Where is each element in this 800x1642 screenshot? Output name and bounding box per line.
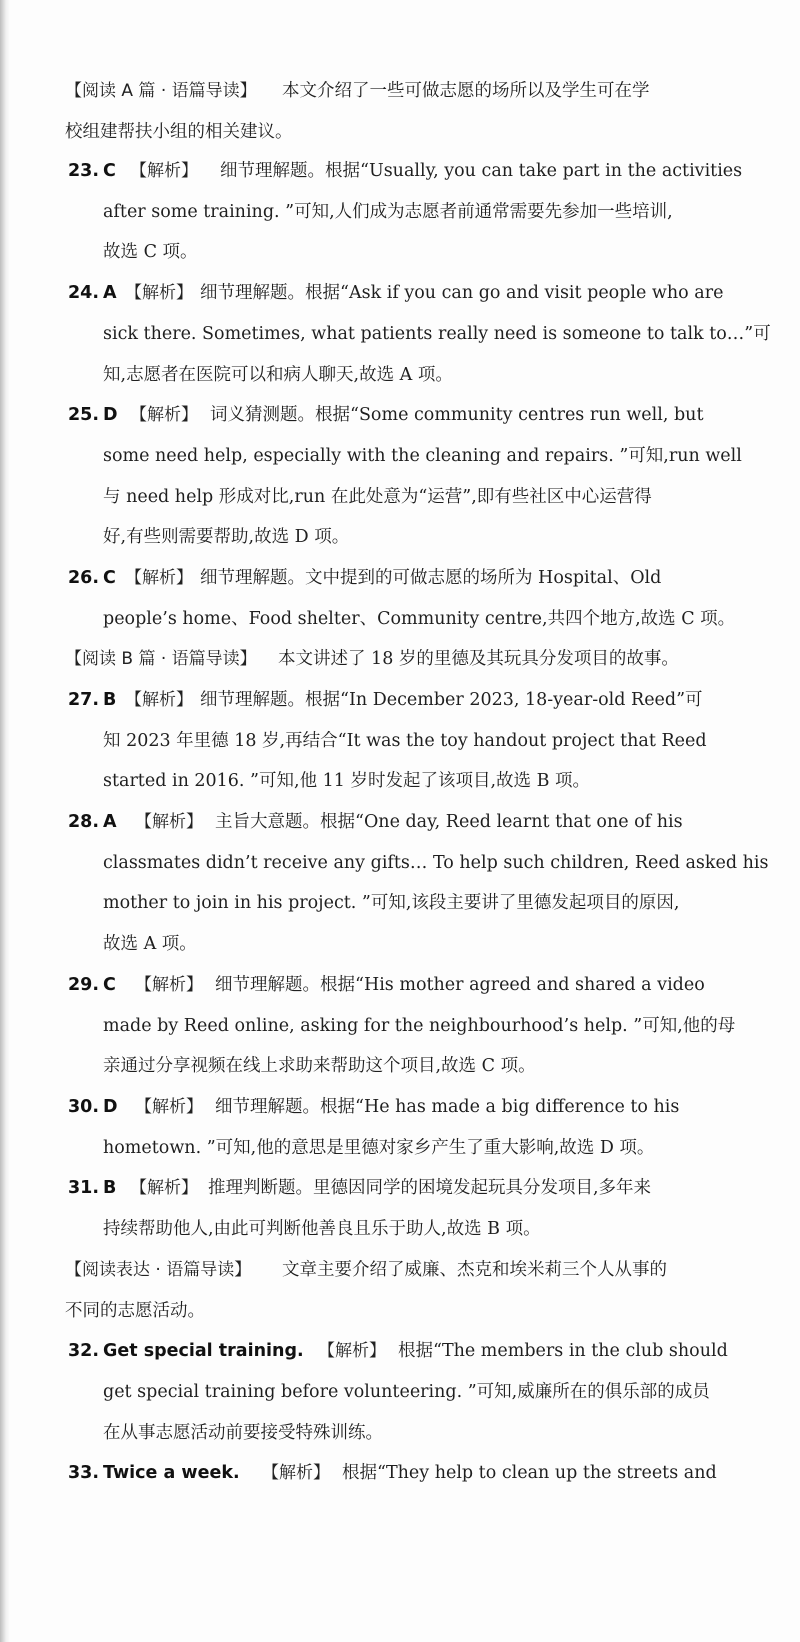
- analysis-tag: 【解析】: [262, 1463, 330, 1483]
- answer-31-line-1: [0, 1167, 800, 1209]
- analysis-text: 细节理解题。根据“Ask if you can go and visit people who are: [200, 283, 724, 303]
- analysis-tag: 【解析】: [130, 161, 198, 181]
- answer-25-line-2: [0, 435, 800, 477]
- analysis-tag: 【解析】: [125, 283, 193, 303]
- answer-28-line-1: [0, 801, 800, 843]
- answer-30-line-2: [0, 1127, 800, 1169]
- analysis-text: 故选 A 项。: [103, 934, 197, 954]
- answer-letter: A: [103, 812, 117, 832]
- question-number: 23.: [68, 161, 100, 181]
- answer-28-line-4: [0, 923, 800, 965]
- answer-29-line-1: [0, 964, 800, 1006]
- analysis-text: after some training. ”可知,人们成为志愿者前通常需要先参加一些培训,: [103, 202, 673, 222]
- section-a-intro-text: 本文介绍了一些可做志愿的场所以及学生可在学: [282, 81, 650, 101]
- answer-25-line-4: [0, 516, 800, 558]
- analysis-text: 持续帮助他人,由此可判断他善良且乐于助人,故选 B 项。: [103, 1219, 541, 1239]
- analysis-tag: 【解析】: [135, 812, 203, 832]
- analysis-text: get special training before volunteering. ”可知,威廉所在的俱乐部的成员: [103, 1382, 710, 1402]
- question-number: 30.: [68, 1097, 100, 1117]
- question-number: 33.: [68, 1463, 100, 1483]
- analysis-tag: 【解析】: [130, 1178, 198, 1198]
- analysis-text: 与 need help 形成对比,run 在此处意为“运营”,即有些社区中心运营得: [103, 487, 652, 507]
- analysis-text: people’s home、Food shelter、Community centre,共四个地方,故选 C 项。: [103, 609, 736, 629]
- answer-23-line-1: [0, 150, 800, 192]
- analysis-text: 根据“The members in the club should: [398, 1341, 728, 1361]
- section-c-intro-line-2: [0, 1290, 800, 1332]
- answer-32-line-3: [0, 1412, 800, 1454]
- question-number: 26.: [68, 568, 100, 588]
- answer-33-line-1: [0, 1452, 800, 1494]
- analysis-tag: 【解析】: [135, 1097, 203, 1117]
- analysis-text: 故选 C 项。: [103, 242, 198, 262]
- answer-letter: B: [103, 1178, 117, 1198]
- analysis-text: made by Reed online, asking for the neighbourhood’s help. ”可知,他的母: [103, 1016, 736, 1036]
- analysis-text: 在从事志愿活动前要接受特殊训练。: [103, 1423, 383, 1443]
- answer-letter: A: [103, 283, 117, 303]
- answer-letter: B: [103, 690, 117, 710]
- answer-23-line-2: [0, 191, 800, 233]
- section-c-intro-text: 不同的志愿活动。: [65, 1301, 205, 1321]
- section-b-intro-text: 本文讲述了 18 岁的里德及其玩具分发项目的故事。: [278, 649, 679, 669]
- analysis-text: 好,有些则需要帮助,故选 D 项。: [103, 527, 350, 547]
- question-number: 32.: [68, 1341, 100, 1361]
- answer-27-line-3: [0, 760, 800, 802]
- analysis-tag: 【解析】: [125, 690, 193, 710]
- analysis-tag: 【解析】: [130, 405, 198, 425]
- analysis-text: hometown. ”可知,他的意思是里德对家乡产生了重大影响,故选 D 项。: [103, 1138, 655, 1158]
- answer-27-line-2: [0, 720, 800, 762]
- section-a-intro-text: 校组建帮扶小组的相关建议。: [65, 122, 293, 142]
- section-a-intro-line-2: [0, 111, 800, 153]
- section-a-tag: 【阅读 A 篇 · 语篇导读】: [65, 81, 257, 101]
- question-number: 31.: [68, 1178, 100, 1198]
- answer-text: Get special training.: [103, 1341, 304, 1361]
- answer-28-line-2: [0, 842, 800, 884]
- analysis-text: 细节理解题。文中提到的可做志愿的场所为 Hospital、Old: [200, 568, 662, 588]
- answer-26-line-1: [0, 557, 800, 599]
- analysis-text: 根据“They help to clean up the streets and: [342, 1463, 717, 1483]
- analysis-text: mother to join in his project. ”可知,该段主要讲了里德发起项目的原因,: [103, 893, 680, 913]
- analysis-text: sick there. Sometimes, what patients really need is someone to talk to…”可: [103, 324, 771, 344]
- analysis-tag: 【解析】: [135, 975, 203, 995]
- analysis-text: 词义猜测题。根据“Some community centres run well, but: [210, 405, 704, 425]
- answer-letter: C: [103, 161, 116, 181]
- section-b-tag: 【阅读 B 篇 · 语篇导读】: [65, 649, 257, 669]
- section-c-tag: 【阅读表达 · 语篇导读】: [65, 1260, 252, 1280]
- answer-24-line-1: [0, 272, 800, 314]
- answer-31-line-2: [0, 1208, 800, 1250]
- answer-25-line-1: [0, 394, 800, 436]
- answer-29-line-3: [0, 1045, 800, 1087]
- analysis-text: some need help, especially with the cleaning and repairs. ”可知,run well: [103, 446, 742, 466]
- answer-26-line-2: [0, 598, 800, 640]
- answer-32-line-1: [0, 1330, 800, 1372]
- answer-letter: C: [103, 568, 116, 588]
- section-c-intro-text: 文章主要介绍了威廉、杰克和埃米莉三个人从事的: [282, 1260, 667, 1280]
- question-number: 28.: [68, 812, 100, 832]
- analysis-tag: 【解析】: [318, 1341, 386, 1361]
- analysis-text: started in 2016. ”可知,他 11 岁时发起了该项目,故选 B 项。: [103, 771, 591, 791]
- answer-24-line-2: [0, 313, 800, 355]
- answer-23-line-3: [0, 231, 800, 273]
- answer-letter: D: [103, 405, 118, 425]
- answer-letter: D: [103, 1097, 118, 1117]
- analysis-tag: 【解析】: [125, 568, 193, 588]
- answer-32-line-2: [0, 1371, 800, 1413]
- question-number: 24.: [68, 283, 100, 303]
- section-a-intro-line-1: [0, 70, 800, 112]
- analysis-text: 细节理解题。根据“In December 2023, 18-year-old Reed”可: [200, 690, 703, 710]
- answer-24-line-3: [0, 354, 800, 396]
- answer-30-line-1: [0, 1086, 800, 1128]
- analysis-text: 细节理解题。根据“His mother agreed and shared a video: [215, 975, 705, 995]
- question-number: 29.: [68, 975, 100, 995]
- analysis-text: 知,志愿者在医院可以和病人聊天,故选 A 项。: [103, 365, 453, 385]
- answer-letter: C: [103, 975, 116, 995]
- answer-27-line-1: [0, 679, 800, 721]
- question-number: 25.: [68, 405, 100, 425]
- section-c-intro-line-1: [0, 1249, 800, 1291]
- section-b-intro-line-1: [0, 638, 800, 680]
- answer-28-line-3: [0, 882, 800, 924]
- answer-29-line-2: [0, 1005, 800, 1047]
- analysis-text: 细节理解题。根据“He has made a big difference to his: [215, 1097, 680, 1117]
- analysis-text: 亲通过分享视频在线上求助来帮助这个项目,故选 C 项。: [103, 1056, 536, 1076]
- analysis-text: 主旨大意题。根据“One day, Reed learnt that one of his: [215, 812, 683, 832]
- question-number: 27.: [68, 690, 100, 710]
- answer-25-line-3: [0, 476, 800, 518]
- analysis-text: classmates didn’t receive any gifts… To help such children, Reed asked his: [103, 853, 769, 873]
- answer-text: Twice a week.: [103, 1463, 240, 1483]
- analysis-text: 细节理解题。根据“Usually, you can take part in the activities: [220, 161, 743, 181]
- analysis-text: 知 2023 年里德 18 岁,再结合“It was the toy handout project that Reed: [103, 731, 707, 751]
- analysis-text: 推理判断题。里德因同学的困境发起玩具分发项目,多年来: [208, 1178, 652, 1198]
